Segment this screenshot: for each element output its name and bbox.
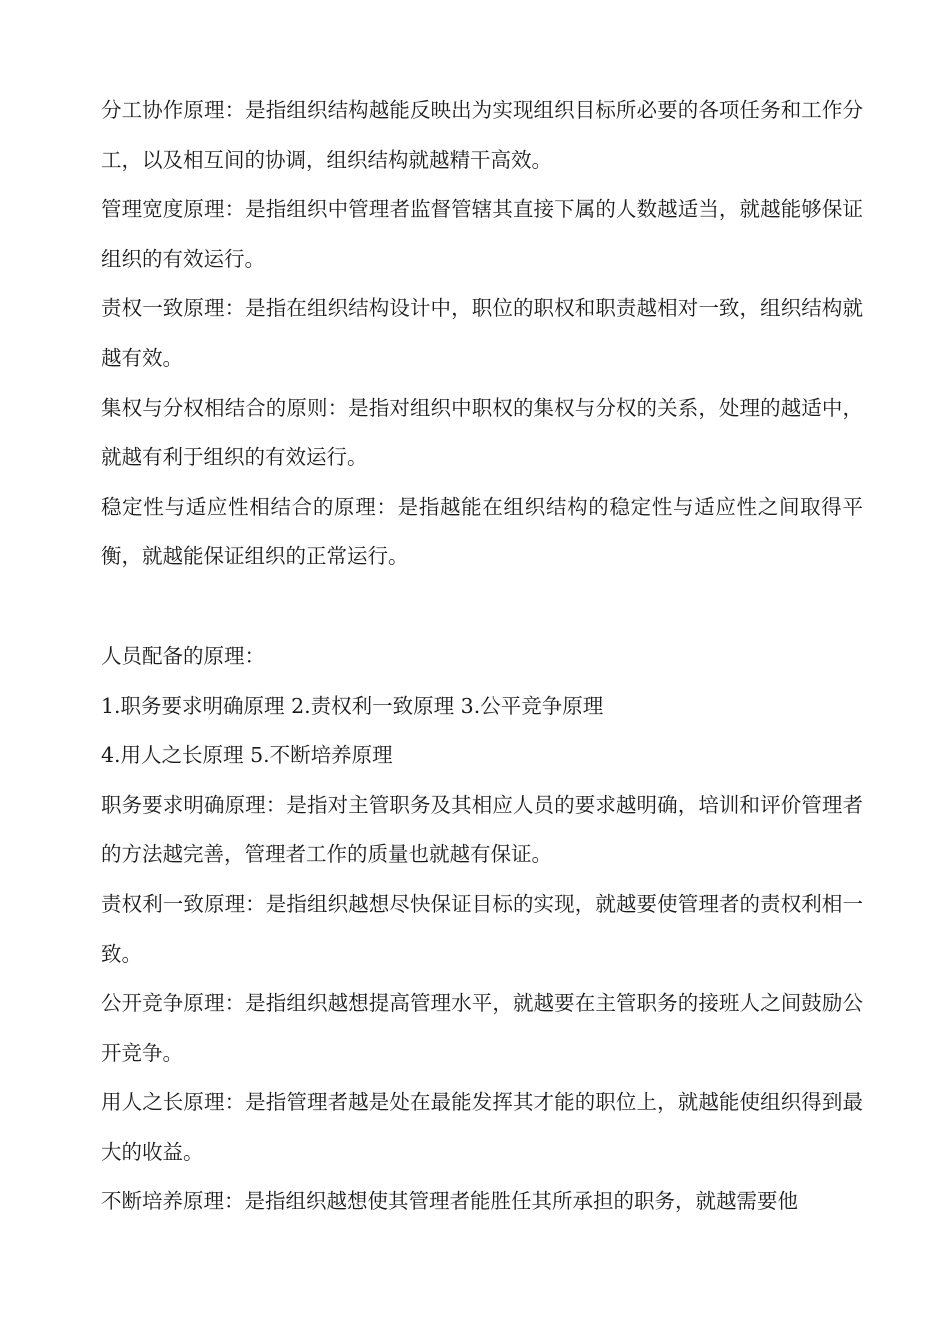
principles-list-line-2: 4.用人之长原理 5.不断培养原理 bbox=[101, 743, 393, 768]
principles-list-line-1: 1.职务要求明确原理 2.责权利一致原理 3.公平竞争原理 bbox=[101, 693, 604, 718]
paragraph-responsibility-rights-benefits: 责权利一致原理：是指组织越想尽快保证目标的实现，就越要使管理者的责权利相一致。 bbox=[101, 891, 863, 966]
section-heading-staffing: 人员配备的原理： bbox=[101, 643, 265, 668]
paragraph-use-strengths: 用人之长原理：是指管理者越是处在最能发挥其才能的职位上，就越能使组织得到最大的收益。 bbox=[101, 1090, 863, 1164]
paragraph-span-of-control: 管理宽度原理：是指组织中管理者监督管辖其直接下属的人数越适当，就越能够保证组织的有效运行。 bbox=[101, 197, 863, 271]
document-page bbox=[101, 86, 863, 1227]
paragraph-continuous-training: 不断培养原理：是指组织越想使其管理者能胜任其所承担的职务，就越需要他 bbox=[101, 1189, 798, 1214]
paragraph-stability-adaptability: 稳定性与适应性相结合的原理：是指越能在组织结构的稳定性与适应性之间取得平衡，就越能保证组织的正常运行。 bbox=[101, 494, 863, 569]
paragraph-open-competition: 公开竞争原理：是指组织越想提高管理水平，就越要在主管职务的接班人之间鼓励公开竞争。 bbox=[101, 991, 863, 1065]
paragraph-centralization: 集权与分权相结合的原则：是指对组织中职权的集权与分权的关系，处理的越适中，就越有利于组织的有效运行。 bbox=[101, 395, 863, 470]
paragraph-authority-responsibility: 责权一致原理：是指在组织结构设计中，职位的职权和职责越相对一致，组织结构就越有效。 bbox=[101, 296, 863, 370]
paragraph-division-of-labor: 分工协作原理：是指组织结构越能反映出为实现组织目标所必要的各项任务和工作分工，以及相互间的协调，组织结构就越精干高效。 bbox=[101, 98, 863, 172]
section-gap bbox=[101, 582, 863, 632]
paragraph-job-requirements: 职务要求明确原理：是指对主管职务及其相应人员的要求越明确，培训和评价管理者的方法越完善，管理者工作的质量也就越有保证。 bbox=[101, 792, 863, 867]
